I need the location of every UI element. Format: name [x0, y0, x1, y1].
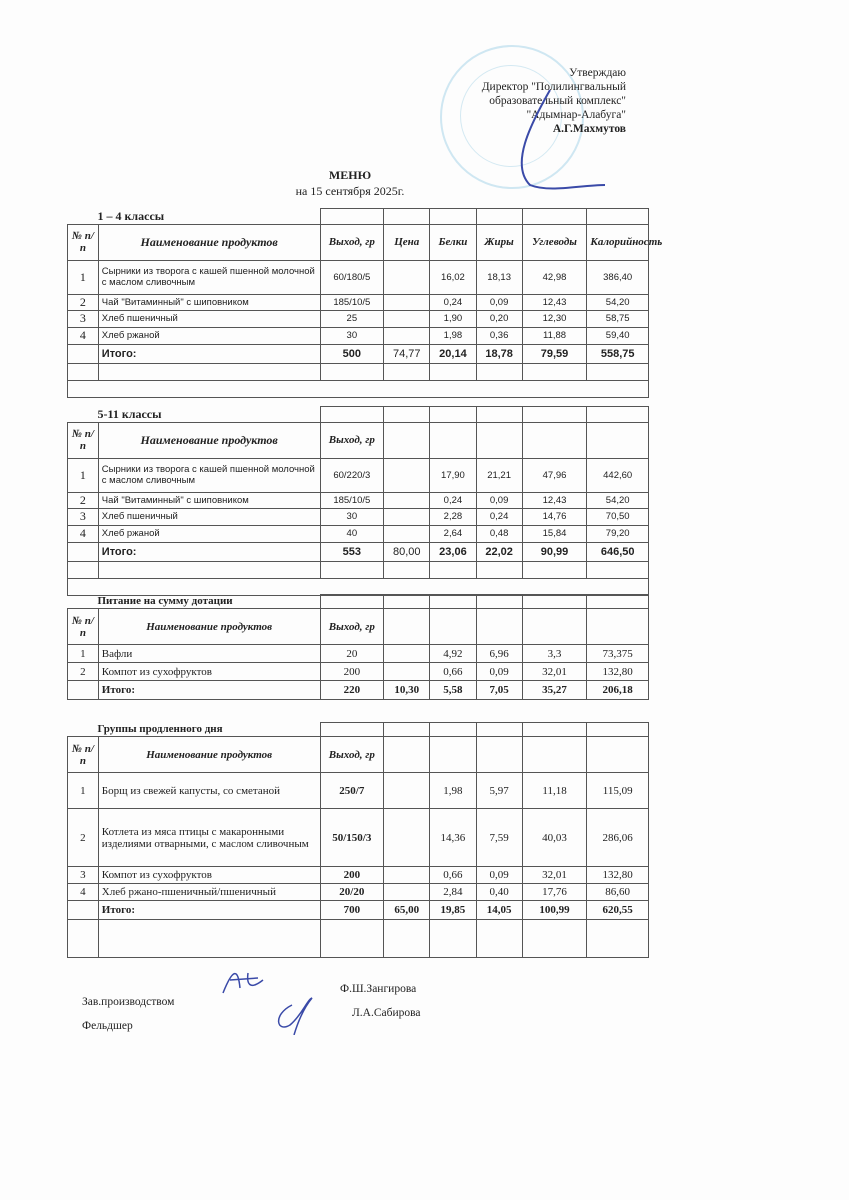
empty-cell [587, 723, 649, 737]
cell-value: 11,88 [522, 327, 587, 344]
table-row [68, 310, 649, 327]
cell-value [384, 884, 430, 901]
empty-cell [320, 209, 384, 225]
cell-value: 132,80 [587, 663, 649, 681]
cell-value [384, 663, 430, 681]
section-title-row [68, 595, 649, 609]
approval-line: Утверждаю [569, 67, 626, 79]
column-header [476, 609, 522, 645]
total-value: 646,50 [587, 542, 649, 561]
empty-cell [384, 209, 430, 225]
empty-cell [68, 542, 99, 561]
cell-value: 2,28 [430, 508, 476, 525]
column-header [522, 737, 587, 773]
product-name: Котлета из мяса птицы с макаронными изделиями отварными, с маслом сливочным [98, 809, 320, 867]
empty-cell [68, 344, 99, 363]
cell-value: 79,20 [587, 525, 649, 542]
signature-mark [272, 995, 322, 1035]
column-header: Выход, гр [320, 737, 384, 773]
product-name: Хлеб пшеничный [98, 508, 320, 525]
table-row [68, 663, 649, 681]
column-header: № п/п [68, 737, 99, 773]
product-name: Хлеб ржаной [98, 525, 320, 542]
signature-mark [218, 968, 268, 998]
cell-value: 47,96 [522, 458, 587, 492]
cell-value: 40,03 [522, 809, 587, 867]
cell-value: 12,43 [522, 294, 587, 310]
total-value: 220 [320, 681, 384, 700]
cell-value: 60/180/5 [320, 260, 384, 294]
empty-row [68, 920, 649, 958]
cell-value [384, 809, 430, 867]
empty-cell [68, 920, 99, 958]
total-value: 23,06 [430, 542, 476, 561]
section-title-row [68, 209, 649, 225]
total-value: 79,59 [522, 344, 587, 363]
cell-value [384, 310, 430, 327]
cell-value: 14,76 [522, 508, 587, 525]
total-value: 90,99 [522, 542, 587, 561]
product-name: Хлеб пшеничный [98, 310, 320, 327]
empty-cell [476, 920, 522, 958]
empty-cell [68, 363, 99, 380]
empty-cell [320, 407, 384, 423]
cell-value: 59,40 [587, 327, 649, 344]
cell-value: 185/10/5 [320, 294, 384, 310]
cell-value: 0,24 [430, 294, 476, 310]
empty-cell [430, 209, 476, 225]
column-header [430, 422, 476, 458]
cell-value: 3 [68, 867, 99, 884]
column-header [384, 422, 430, 458]
total-value: 620,55 [587, 901, 649, 920]
empty-cell [522, 920, 587, 958]
header-row [68, 609, 649, 645]
cell-value [384, 867, 430, 884]
cell-value: 0,20 [476, 310, 522, 327]
column-header: Наименование продуктов [98, 224, 320, 260]
empty-cell [320, 363, 384, 380]
product-name: Чай "Витаминный" с шиповником [98, 492, 320, 508]
cell-value: 0,66 [430, 867, 476, 884]
column-header [430, 609, 476, 645]
cell-value [384, 492, 430, 508]
total-label: Итого: [98, 901, 320, 920]
column-header: Углеводы [522, 224, 587, 260]
page-date: на 15 сентября 2025г. [295, 184, 405, 198]
table-row [68, 508, 649, 525]
cell-value: 2 [68, 663, 99, 681]
total-label: Итого: [98, 542, 320, 561]
cell-value: 200 [320, 663, 384, 681]
table-row [68, 327, 649, 344]
empty-cell [476, 209, 522, 225]
total-value: 100,99 [522, 901, 587, 920]
column-header: № п/п [68, 224, 99, 260]
total-row [68, 681, 649, 700]
cell-value: 0,24 [476, 508, 522, 525]
cell-value: 3,3 [522, 645, 587, 663]
cell-value: 3 [68, 508, 99, 525]
signature-role: Зав.производством [82, 996, 175, 1008]
cell-value: 6,96 [476, 645, 522, 663]
empty-cell [430, 920, 476, 958]
column-header: Жиры [476, 224, 522, 260]
cell-value: 0,36 [476, 327, 522, 344]
table-row [68, 525, 649, 542]
total-value: 5,58 [430, 681, 476, 700]
empty-cell [430, 561, 476, 578]
column-header: № п/п [68, 609, 99, 645]
cell-value: 185/10/5 [320, 492, 384, 508]
column-header: Калорийность [587, 224, 649, 260]
header-row [68, 422, 649, 458]
empty-cell [476, 561, 522, 578]
total-value: 80,00 [384, 542, 430, 561]
empty-cell [522, 209, 587, 225]
empty-cell [476, 363, 522, 380]
approval-line: "Адымнар-Алабуга" [526, 109, 626, 121]
cell-value: 0,09 [476, 663, 522, 681]
signature-name: Л.А.Сабирова [352, 1007, 421, 1019]
total-value: 65,00 [384, 901, 430, 920]
empty-cell [522, 363, 587, 380]
approval-line: Директор "Полилингвальный [481, 81, 626, 93]
table-row [68, 294, 649, 310]
cell-value: 1 [68, 773, 99, 809]
cell-value: 2 [68, 294, 99, 310]
section-title: Группы продленного дня [68, 723, 321, 737]
cell-value: 4 [68, 327, 99, 344]
cell-value: 18,13 [476, 260, 522, 294]
empty-cell [98, 561, 320, 578]
empty-row [68, 363, 649, 380]
column-header [587, 422, 649, 458]
total-value: 10,30 [384, 681, 430, 700]
total-value: 22,02 [476, 542, 522, 561]
empty-cell [68, 681, 99, 700]
table-row [68, 645, 649, 663]
cell-value: 4,92 [430, 645, 476, 663]
cell-value: 12,43 [522, 492, 587, 508]
total-value: 14,05 [476, 901, 522, 920]
cell-value: 0,24 [430, 492, 476, 508]
empty-cell [68, 561, 99, 578]
header-row [68, 224, 649, 260]
column-header [587, 737, 649, 773]
table-row [68, 809, 649, 867]
column-header: Наименование продуктов [98, 609, 320, 645]
cell-value [384, 327, 430, 344]
product-name: Сырники из творога с кашей пшенной молочной с маслом сливочным [98, 458, 320, 492]
cell-value: 1,98 [430, 327, 476, 344]
empty-cell [522, 561, 587, 578]
total-value: 19,85 [430, 901, 476, 920]
empty-row [68, 561, 649, 578]
total-value: 35,27 [522, 681, 587, 700]
cell-value: 54,20 [587, 294, 649, 310]
column-header [384, 737, 430, 773]
empty-cell [384, 723, 430, 737]
table-row [68, 458, 649, 492]
header-row [68, 737, 649, 773]
director-name: А.Г.Махмутов [552, 123, 626, 135]
cell-value: 40 [320, 525, 384, 542]
empty-cell [384, 407, 430, 423]
cell-value: 86,60 [587, 884, 649, 901]
cell-value: 3 [68, 310, 99, 327]
total-row [68, 901, 649, 920]
cell-value: 16,02 [430, 260, 476, 294]
column-header: Выход, гр [320, 422, 384, 458]
cell-value: 442,60 [587, 458, 649, 492]
cell-value: 0,48 [476, 525, 522, 542]
empty-cell [430, 363, 476, 380]
total-value: 553 [320, 542, 384, 561]
product-name: Хлеб ржаной [98, 327, 320, 344]
empty-cell [384, 363, 430, 380]
empty-cell [320, 723, 384, 737]
cell-value: 17,76 [522, 884, 587, 901]
empty-cell [98, 363, 320, 380]
cell-value: 200 [320, 867, 384, 884]
empty-cell [587, 363, 649, 380]
empty-cell [587, 407, 649, 423]
total-value: 558,75 [587, 344, 649, 363]
menu-table [67, 208, 663, 398]
cell-value [384, 773, 430, 809]
product-name: Компот из сухофруктов [98, 867, 320, 884]
cell-value: 30 [320, 508, 384, 525]
menu-table [67, 722, 649, 958]
cell-value: 0,66 [430, 663, 476, 681]
total-row [68, 542, 649, 561]
cell-value: 2,84 [430, 884, 476, 901]
cell-value [384, 525, 430, 542]
cell-value [384, 458, 430, 492]
empty-cell [384, 920, 430, 958]
cell-value: 0,09 [476, 294, 522, 310]
signature-role: Фельдшер [82, 1020, 133, 1032]
empty-row [68, 380, 649, 397]
section-title-row [68, 723, 649, 737]
cell-value [384, 260, 430, 294]
table-row [68, 773, 649, 809]
total-value: 206,18 [587, 681, 649, 700]
page-title: МЕНЮ [328, 168, 372, 182]
product-name: Сырники из творога с кашей пшенной молочной с маслом сливочным [98, 260, 320, 294]
cell-value: 4 [68, 884, 99, 901]
cell-value: 0,09 [476, 867, 522, 884]
empty-cell [98, 920, 320, 958]
section-title-row [68, 407, 649, 423]
cell-value: 1,90 [430, 310, 476, 327]
cell-value: 132,80 [587, 867, 649, 884]
cell-value: 20/20 [320, 884, 384, 901]
product-name: Вафли [98, 645, 320, 663]
column-header [587, 609, 649, 645]
cell-value: 60/220/3 [320, 458, 384, 492]
cell-value: 20 [320, 645, 384, 663]
cell-value: 70,50 [587, 508, 649, 525]
column-header [384, 609, 430, 645]
cell-value: 32,01 [522, 663, 587, 681]
empty-cell [320, 561, 384, 578]
cell-value: 54,20 [587, 492, 649, 508]
product-name: Компот из сухофруктов [98, 663, 320, 681]
column-header: Наименование продуктов [98, 422, 320, 458]
cell-value: 5,97 [476, 773, 522, 809]
cell-value: 1,98 [430, 773, 476, 809]
section-title: 1 – 4 классы [68, 209, 321, 225]
menu-table [67, 594, 649, 700]
total-value: 500 [320, 344, 384, 363]
column-header [522, 422, 587, 458]
empty-cell [587, 920, 649, 958]
cell-value: 7,59 [476, 809, 522, 867]
cell-value: 1 [68, 260, 99, 294]
total-label: Итого: [98, 344, 320, 363]
column-header [476, 422, 522, 458]
empty-cell [384, 595, 430, 609]
empty-cell [320, 595, 384, 609]
empty-cell [320, 920, 384, 958]
cell-value: 1 [68, 645, 99, 663]
total-value: 700 [320, 901, 384, 920]
cell-value: 11,18 [522, 773, 587, 809]
product-name: Чай "Витаминный" с шиповником [98, 294, 320, 310]
cell-value [384, 645, 430, 663]
signature-name: Ф.Ш.Зангирова [340, 983, 417, 995]
section-title: Питание на сумму дотации [68, 595, 321, 609]
empty-cell [522, 407, 587, 423]
total-value: 18,78 [476, 344, 522, 363]
cell-value: 386,40 [587, 260, 649, 294]
section-title: 5-11 классы [68, 407, 321, 423]
column-header: № п/п [68, 422, 99, 458]
cell-value: 2 [68, 492, 99, 508]
cell-value: 0,09 [476, 492, 522, 508]
total-row [68, 344, 649, 363]
cell-value: 250/7 [320, 773, 384, 809]
column-header: Выход, гр [320, 224, 384, 260]
empty-row [68, 578, 649, 595]
cell-value: 21,21 [476, 458, 522, 492]
menu-table [67, 406, 649, 596]
empty-cell [476, 723, 522, 737]
total-value: 20,14 [430, 344, 476, 363]
cell-value: 32,01 [522, 867, 587, 884]
cell-value: 17,90 [430, 458, 476, 492]
table-row [68, 884, 649, 901]
empty-cell [430, 723, 476, 737]
cell-value: 115,09 [587, 773, 649, 809]
column-header [476, 737, 522, 773]
empty-cell [68, 578, 649, 595]
cell-value: 15,84 [522, 525, 587, 542]
cell-value: 73,375 [587, 645, 649, 663]
column-header: Наименование продуктов [98, 737, 320, 773]
cell-value [384, 294, 430, 310]
column-header: Выход, гр [320, 609, 384, 645]
cell-value: 30 [320, 327, 384, 344]
empty-cell [587, 209, 649, 225]
total-value: 74,77 [384, 344, 430, 363]
empty-cell [522, 595, 587, 609]
empty-cell [68, 380, 649, 397]
empty-cell [430, 595, 476, 609]
cell-value: 25 [320, 310, 384, 327]
empty-cell [384, 561, 430, 578]
cell-value: 14,36 [430, 809, 476, 867]
product-name: Хлеб ржано-пшеничный/пшеничный [98, 884, 320, 901]
approval-line: образовательный комплекс" [489, 95, 626, 107]
cell-value: 58,75 [587, 310, 649, 327]
cell-value: 4 [68, 525, 99, 542]
column-header [430, 737, 476, 773]
column-header: Цена [384, 224, 430, 260]
total-label: Итого: [98, 681, 320, 700]
column-header: Белки [430, 224, 476, 260]
empty-cell [430, 407, 476, 423]
table-row [68, 867, 649, 884]
cell-value: 2,64 [430, 525, 476, 542]
total-value: 7,05 [476, 681, 522, 700]
table-row [68, 492, 649, 508]
cell-value: 50/150/3 [320, 809, 384, 867]
cell-value: 42,98 [522, 260, 587, 294]
product-name: Борщ из свежей капусты, со сметаной [98, 773, 320, 809]
empty-cell [476, 407, 522, 423]
empty-cell [587, 561, 649, 578]
cell-value: 0,40 [476, 884, 522, 901]
empty-cell [587, 595, 649, 609]
cell-value: 286,06 [587, 809, 649, 867]
cell-value: 1 [68, 458, 99, 492]
cell-value: 12,30 [522, 310, 587, 327]
empty-cell [476, 595, 522, 609]
cell-value [384, 508, 430, 525]
table-row [68, 260, 649, 294]
empty-cell [522, 723, 587, 737]
column-header [522, 609, 587, 645]
empty-cell [68, 901, 99, 920]
cell-value: 2 [68, 809, 99, 867]
